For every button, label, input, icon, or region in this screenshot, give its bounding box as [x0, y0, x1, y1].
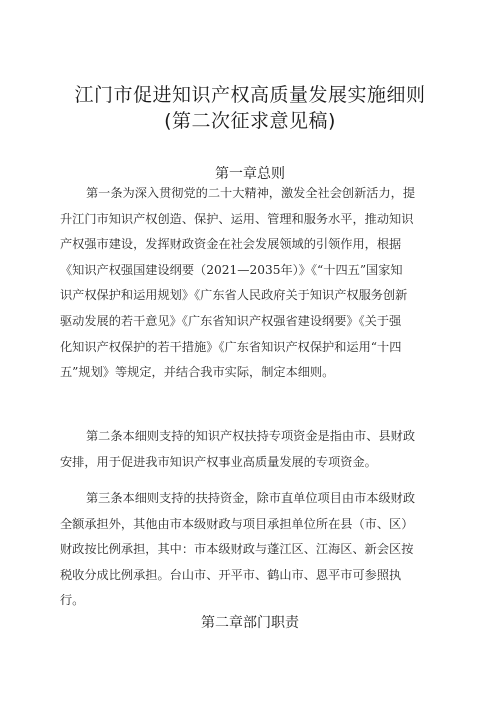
article-line: 第二条本细则支持的知识产权扶持专项资金是指由市、县财政	[86, 429, 416, 443]
article-line: 《知识产权强国建设纲要（2021—2035年）》《“十四五”国家知	[60, 262, 403, 277]
document-subtitle: (第二次征求意见稿)	[164, 110, 336, 132]
article-line: 驱动发展的若干意见》《广东省知识产权强省建设纲要》《关于强	[60, 313, 402, 328]
article-3	[60, 486, 455, 614]
article-line: 安排，用于促进我市知识产权事业高质量发展的专项资金。	[60, 454, 377, 469]
article-1	[60, 181, 455, 386]
article-line: 全额承担外，其他由市本级财政与项目承担单位所在县（市、区）	[60, 516, 414, 531]
document-title: 江门市促进知识产权高质量发展实施细则	[74, 84, 426, 106]
article-line: 第一条为深入贯彻党的二十大精神，激发全社会创新活力，提	[86, 186, 416, 200]
chapter-heading-2: 第二章部门职责	[201, 615, 299, 631]
article-line: 行。	[60, 593, 85, 608]
article-line: 第三条本细则支持的扶持资金，除市直单位项目由市本级财政	[86, 491, 416, 505]
article-line: 识产权保护和运用规划》《广东省人民政府关于知识产权服务创新	[60, 288, 408, 303]
article-line: 化知识产权保护的若干措施》《广东省知识产权保护和运用“十四	[60, 339, 402, 354]
article-2	[60, 424, 455, 475]
article-line: 财政按比例承担，其中：市本级财政与蓬江区、江海区、新会区按	[60, 542, 414, 557]
chapter-heading-1: 第一章总则	[215, 166, 285, 182]
article-line: 五”规划》等规定，并结合我市实际，制定本细则。	[60, 365, 335, 380]
article-line: 产权强市建设，发挥财政资金在社会发展领域的引领作用，根据	[60, 237, 402, 252]
article-line: 税收分成比例承担。台山市、开平市、鹤山市、恩平市可参照执	[60, 567, 402, 582]
article-line: 升江门市知识产权创造、保护、运用、管理和服务水平，推动知识	[60, 211, 414, 226]
